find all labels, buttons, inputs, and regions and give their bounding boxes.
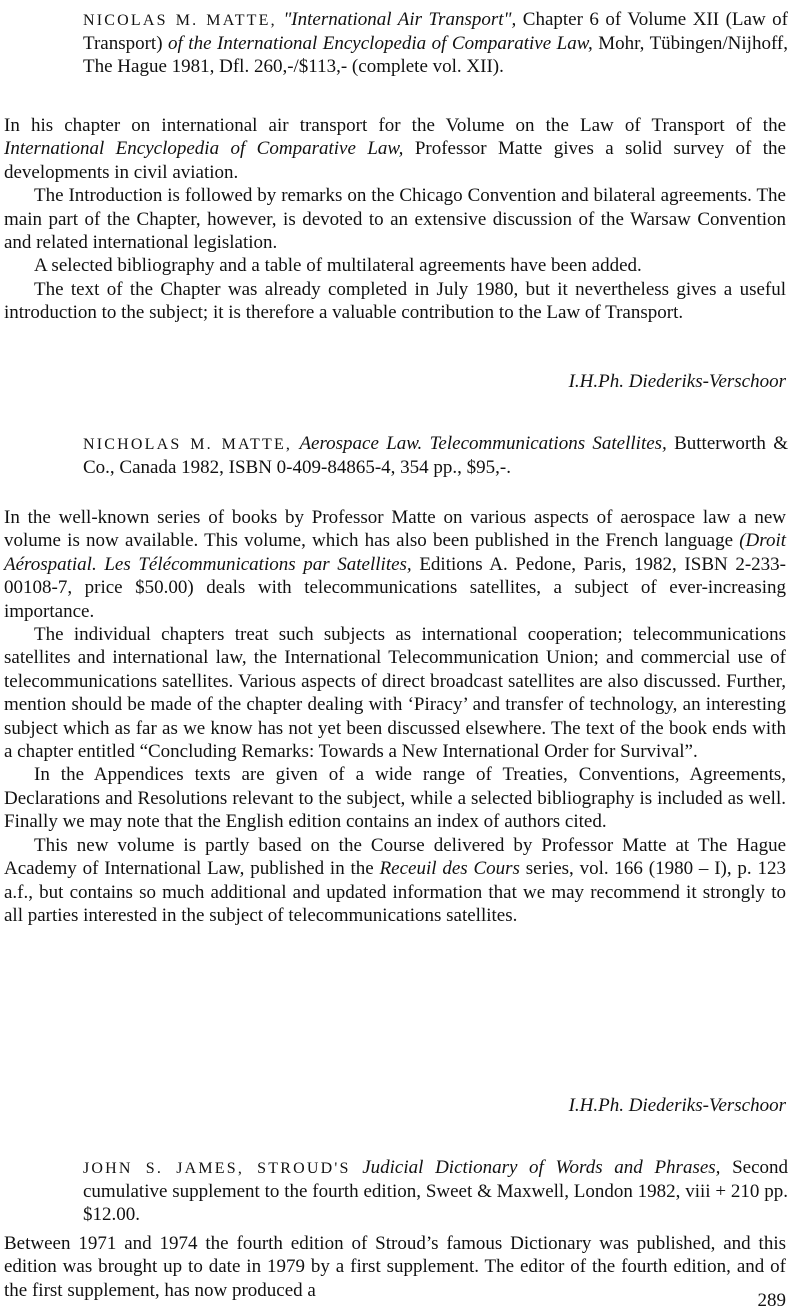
review-2-paragraph: The individual chapters treat such subjects as international cooperation; telecommunications satellites and international law, the International Telecommunication Union; and commercial use of telecommunications satellites. Various aspects of direct broadcast satellites are also discussed. Further, mention should be made of the chapter dealing with ‘Piracy’ and transfer of technology, an interesting subject which as far as we know has not yet been discussed elsewhere. The text of the book ends with a chapter entitled “Concluding Remarks: Towards a New International Order for Survival”.: [4, 624, 786, 763]
review-1-paragraph: The text of the Chapter was already completed in July 1980, but it nevertheless gives a useful introduction to the subject; it is therefore a valuable contribution to the Law of Transport.: [4, 278, 786, 324]
review-3-citation: [83, 1156, 788, 1226]
page-number: 289: [757, 1290, 786, 1311]
review-2-publisher: Butterworth & Co., Canada 1982, ISBN 0-409-84865-4, 354 pp., $95,-.: [83, 433, 789, 478]
review-2-citation: [83, 432, 788, 479]
review-3-body: [4, 1232, 786, 1302]
review-2-author: NICHOLAS M. MATTE,: [83, 436, 293, 453]
review-2-body: [4, 506, 786, 927]
review-2-title: Aerospace Law. Telecommunications Satellites,: [299, 433, 667, 454]
review-2-paragraph: This new volume is partly based on the Course delivered by Professor Matte at The Hague Academy of International Law, published in the Receuil des Cours series, vol. 166 (1980 – I), p. 123 a.f., but contains so much additional and updated information that we may recommend it strongly to all parties interested in the subject of telecommunications satellites.: [4, 834, 786, 926]
review-2-paragraph: In the Appendices texts are given of a wide range of Treaties, Conventions, Agreements, Declarations and Resolutions relevant to the subject, while a selected bibliography is included as well. Finally we may note that the English edition contains an index of authors cited.: [4, 764, 786, 833]
review-1-signature: I.H.Ph. Diederiks-Verschoor: [568, 371, 786, 392]
review-1-citation: [83, 8, 788, 78]
review-1-paragraph: In his chapter on international air transport for the Volume on the Law of Transport of the International Encyclopedia of Comparative Law, Professor Matte gives a solid survey of the developments in civil aviation.: [4, 115, 786, 183]
review-3-author: JOHN S. JAMES, STROUD'S: [83, 1160, 351, 1177]
review-3-publisher: Second cumulative supplement to the fourth edition, Sweet & Maxwell, London 1982, viii + 210 pp. $12.00.: [83, 1157, 789, 1225]
review-1-title-part1: "International Air Transport",: [283, 9, 517, 30]
review-1-mid: Chapter 6 of Volume XII (Law of Transport): [83, 9, 789, 54]
review-1-author: NICOLAS M. MATTE,: [83, 12, 277, 29]
review-1-publisher: Mohr, Tübingen/Nijhoff, The Hague 1981, Dfl. 260,-/$113,- (complete vol. XII).: [83, 33, 789, 77]
review-1-body: [4, 114, 786, 325]
review-3-title: Judicial Dictionary of Words and Phrases,: [362, 1157, 721, 1178]
review-3-paragraph: Between 1971 and 1974 the fourth edition of Stroud’s famous Dictionary was published, and this edition was brought up to date in 1979 by a first supplement. The editor of the fourth edition, and of the first supplement, has now produced a: [4, 1233, 786, 1301]
review-2-signature: I.H.Ph. Diederiks-Verschoor: [568, 1095, 786, 1116]
review-1-paragraph: The Introduction is followed by remarks on the Chicago Convention and bilateral agreements. The main part of the Chapter, however, is devoted to an extensive discussion of the Warsaw Convention and related international legislation.: [4, 185, 786, 254]
review-1-title-part2: of the International Encyclopedia of Comparative Law,: [168, 33, 593, 54]
review-1-paragraph: A selected bibliography and a table of multilateral agreements have been added.: [34, 255, 642, 277]
review-2-paragraph: In the well-known series of books by Professor Matte on various aspects of aerospace law a new volume is now available. This volume, which has also been published in the French language (Droit Aérospatial. Les Télécommunications par Satellites, Editions A. Pedone, Paris, 1982, ISBN 2-233-00108-7, price $50.00) deals with telecommunications satellites, a subject of ever-increasing importance.: [4, 507, 786, 622]
